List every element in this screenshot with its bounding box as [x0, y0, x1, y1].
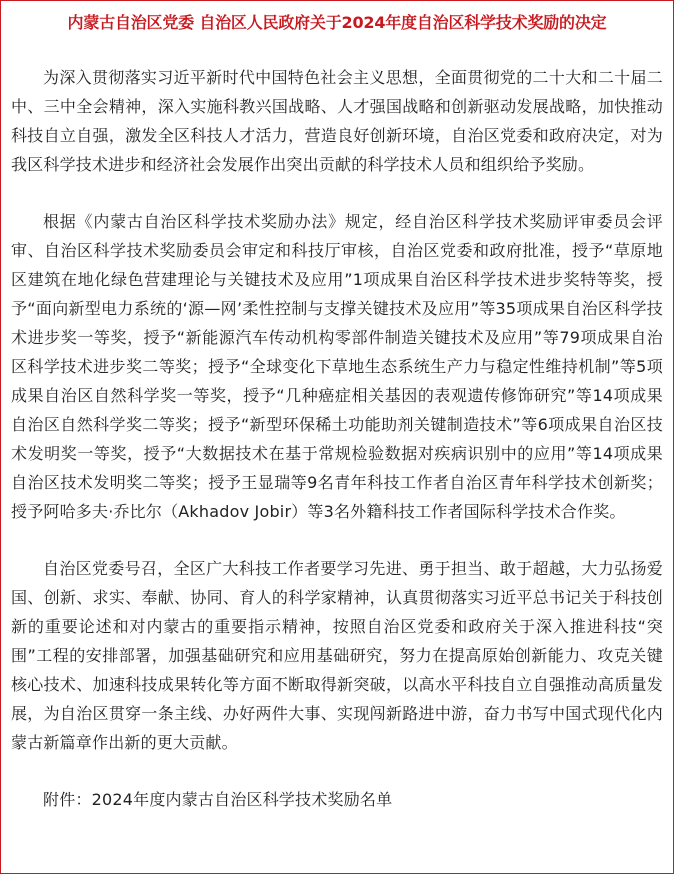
attachment-line: 附件：2024年度内蒙古自治区科学技术奖励名单: [43, 790, 393, 809]
paragraph-call-to-action: 自治区党委号召，全区广大科技工作者要学习先进、勇于担当、敢于超越，大力弘扬爱国、创新、求实、奉献、协同、育人的科学家精神，认真贯彻落实习近平总书记关于科技创新的重要论述和对内蒙古的重要指示精神，按照自治区党委和政府关于深入推进科技“突围”工程的安排部署，加强基础研究和应用基础研究，努力在提高原始创新能力、攻克关键核心技术、加速科技成果转化等方面不断取得新突破，以高水平科技自立自强推动高质量发展，为自治区贯穿一条主线、办好两件大事、实现闯新路进中游，奋力书写中国式现代化内蒙古新篇章作出新的更大贡献。: [11, 559, 663, 752]
article-body: [11, 63, 663, 814]
paragraph-intro: 为深入贯彻落实习近平新时代中国特色社会主义思想，全面贯彻党的二十大和二十届二中、三中全会精神，深入实施科教兴国战略、人才强国战略和创新驱动发展战略，加快推动科技自立自强，激发全区科技人才活力，营造良好创新环境，自治区党委和政府决定，对为我区科学技术进步和经济社会发展作出突出贡献的科学技术人员和组织给予奖励。: [11, 68, 663, 174]
paragraph-awards: 根据《内蒙古自治区科学技术奖励办法》规定，经自治区科学技术奖励评审委员会评审、自治区科学技术奖励委员会审定和科技厅审核，自治区党委和政府批准，授予“草原地区建筑在地化绿色营建理论与关键技术及应用”1项成果自治区科学技术进步奖特等奖，授予“面向新型电力系统的‘源—网’柔性控制与支撑关键技术及应用”等35项成果自治区科学技术进步奖一等奖，授予“新能源汽车传动机构零部件制造关键技术及应用”等79项成果自治区科学技术进步奖二等奖；授予“全球变化下草地生态系统生产力与稳定性维持机制”等5项成果自治区自然科学奖一等奖，授予“几种癌症相关基因的表观遗传修饰研究”等14项成果自治区自然科学奖二等奖；授予“新型环保稀土功能助剂关键制造技术”等6项成果自治区技术发明奖一等奖，授予“大数据技术在基于常规检验数据对疾病识别中的应用”等14项成果自治区技术发明奖二等奖；授予王显瑞等9名青年科技工作者自治区青年科学技术创新奖；授予阿哈多夫·乔比尔（Akhadov Jobir）等3名外籍科技工作者国际科学技术合作奖。: [11, 212, 663, 521]
article-title: 内蒙古自治区党委 自治区人民政府关于2024年度自治区科学技术奖励的决定: [67, 13, 607, 32]
